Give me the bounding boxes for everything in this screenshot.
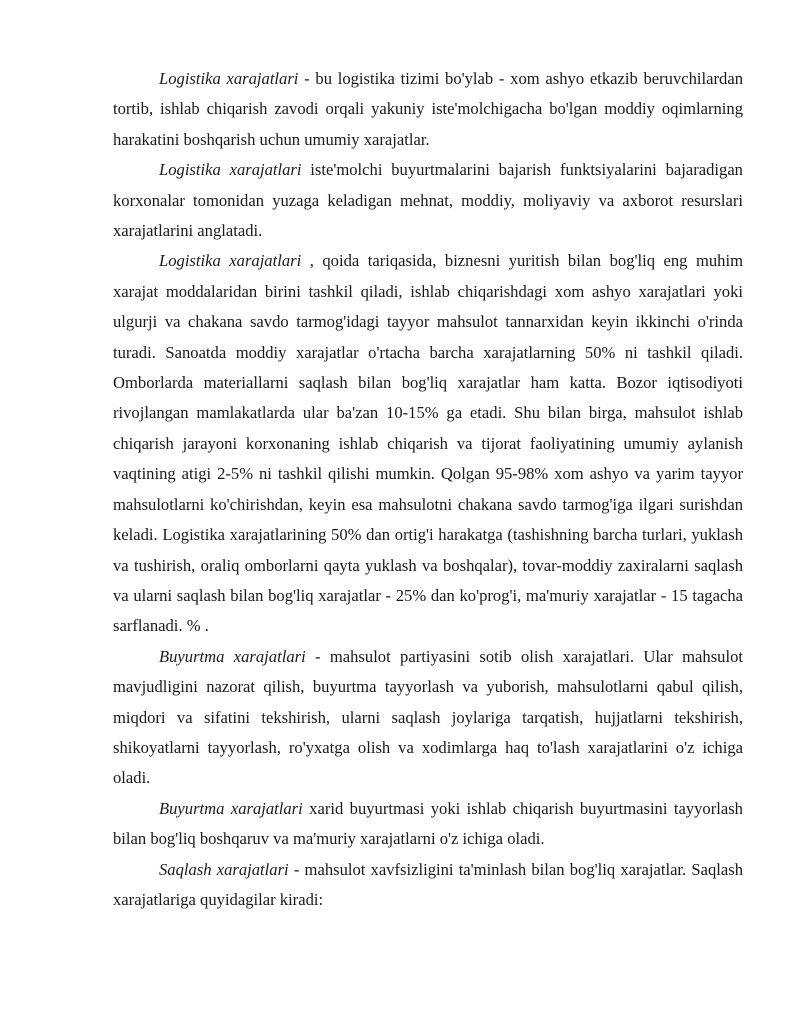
paragraph-order-costs-admin	[113, 794, 743, 855]
term-order-costs: Buyurtma xarajatlari	[159, 798, 303, 818]
paragraph-text: xarid buyurtmasi yoki ishlab chiqarish buyurtmasini tayyorlash bilan bog'liq boshqaruv va ma'muriy xarajatlarni o'z ichiga oladi.	[113, 798, 743, 849]
paragraph-logistics-share	[113, 246, 743, 641]
term-order-costs: Buyurtma xarajatlari	[159, 646, 306, 666]
paragraph-text: - bu logistika tizimi bo'ylab - xom ashyo etkazib beruvchilardan tortib, ishlab chiqarish zavodi orqali yakuniy iste'molchigacha bo'lgan moddiy oqimlarning harakatini boshqarish uchun umumiy xarajatlar.	[113, 69, 743, 149]
term-storage-costs: Saqlash xarajatlari	[159, 859, 289, 879]
paragraph-order-costs	[113, 642, 743, 794]
term-logistics-costs: Logistika xarajatlari	[159, 160, 302, 180]
term-logistics-costs: Logistika xarajatlari	[159, 69, 299, 88]
paragraph-logistics-resources	[113, 155, 743, 246]
paragraph-text: - mahsulot xavfsizligini ta'minlash bilan bog'liq xarajatlar. Saqlash xarajatlariga quyidagilar kiradi:	[113, 859, 743, 909]
paragraph-storage-costs	[113, 855, 743, 916]
paragraph-text: , qoida tariqasida, biznesni yuritish bilan bog'liq eng muhim xarajat moddalaridan birini tashkil qiladi, ishlab chiqarishdagi xom ashyo xarajatlari yoki ulgurji va chakana savdo tarmog'idagi tayyor mahsulot tannarxidan keyin ikkinchi o'rinda turadi. Sanoatda moddiy xarajatlar o'rtacha barcha xarajatlarning 50% ni tashkil qiladi. Omborlarda materiallarni saqlash bilan bog'liq xarajatlar ham katta. Bozor iqtisodiyoti rivojlangan mamlakatlarda ular ba'zan 10-15% ga etadi. Shu bilan birga, mahsulot ishlab chiqarish jarayoni korxonaning ishlab chiqarish va tijorat faoliyatining umumiy aylanish vaqtining atigi 2-5% ni tashkil qilishi mumkin. Qolgan 95-98% xom ashyo va yarim tayyor mahsulotlarni ko'chirishdan, keyin esa mahsulotni chakana savdo tarmog'iga ilgari surishdan keladi. Logistika xarajatlarining 50% dan ortig'i harakatga (tashishning barcha turlari, yuklash va tushirish, oraliq omborlarni qayta yuklash va boshqalar), tovar-moddiy zaxiralarni saqlash va ularni saqlash bilan bog'liq xarajatlar - 25% dan ko'prog'i, ma'muriy xarajatlar - 15 tagacha sarflanadi. % .	[113, 251, 743, 636]
paragraph-text: - mahsulot partiyasini sotib olish xarajatlari. Ular mahsulot mavjudligini nazorat qilish, buyurtma tayyorlash va yuborish, mahsulotlarni qabul qilish, miqdori va sifatini tekshirish, ularni saqlash joylariga tarqatish, hujjatlarni tekshirish, shikoyatlarni tayyorlash, ro'yxatga olish va xodimlarga haq to'lash xarajatlarini o'z ichiga oladi.	[113, 646, 743, 788]
document-page	[113, 64, 743, 915]
paragraph-text: iste'molchi buyurtmalarini bajarish funktsiyalarini bajaradigan korxonalar tomonidan yuzaga keladigan mehnat, moddiy, moliyaviy va axborot resurslari xarajatlarini anglatadi.	[113, 160, 743, 241]
paragraph-logistics-definition	[113, 64, 743, 155]
term-logistics-costs: Logistika xarajatlari	[159, 251, 302, 271]
